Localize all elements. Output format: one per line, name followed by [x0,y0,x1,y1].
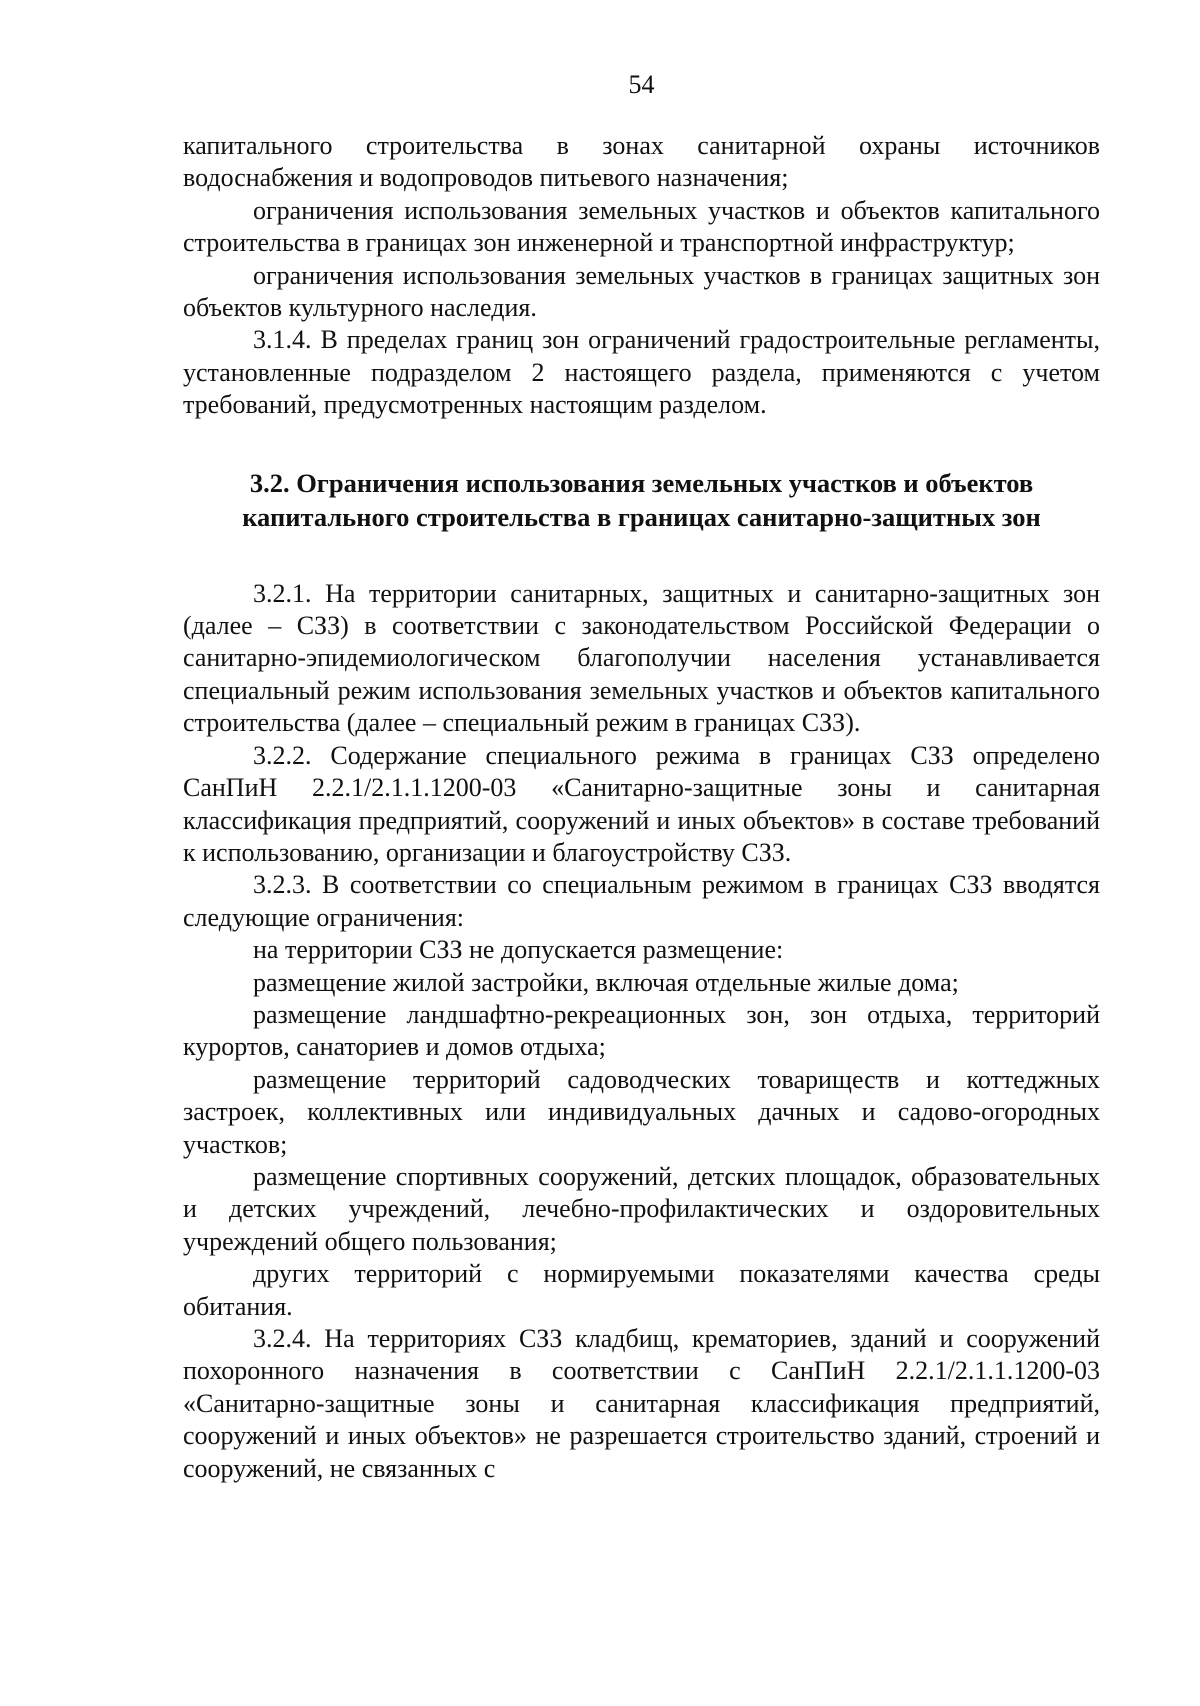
paragraph-engineering-restrictions: ограничения использования земельных участков и объектов капитального строительства в границах зон инженерной и транспортной инфраструктур; [183,195,1100,258]
list-item-sports-education: размещение спортивных сооружений, детских площадок, образовательных и детских учреждений, лечебно-профилактических и оздоровительных учреждений общего пользования; [183,1161,1100,1256]
paragraph-3-2-3: 3.2.3. В соответствии со специальным режимом в границах СЗЗ вводятся следующие ограничения: [183,870,1100,932]
paragraphs-top [183,130,1100,422]
list-item-other-territories: других территорий с нормируемыми показателями качества среды обитания. [183,1259,1100,1321]
paragraph-3-2-2: 3.2.2. Содержание специального режима в границах СЗЗ определено СанПиН 2.2.1/2.1.1.1200-03 «Санитарно-защитные зоны и санитарная классификация предприятий, сооружений и иных объектов» в составе требований к использованию, организации и благоустройству СЗЗ. [183,740,1100,867]
paragraph-continuation: капитального строительства в зонах санитарной охраны источников водоснабжения и водопроводов питьевого назначения; [183,131,1100,193]
paragraph-3-1-4: 3.1.4. В пределах границ зон ограничений градостроительные регламенты, установленные подразделом 2 настоящего раздела, применяются с учетом требований, предусмотренных настоящим разделом. [183,325,1100,420]
paragraph-3-2-1: 3.2.1. На территории санитарных, защитных и санитарно-защитных зон (далее – СЗЗ) в соответствии с законодательством Российской Федерации о санитарно-эпидемиологическом благополучии населения устанавливается специальный режим использования земельных участков и объектов капитального строительства (далее – специальный режим в границах СЗЗ). [183,578,1100,738]
list-item-intro: на территории СЗЗ не допускается размещение: [253,935,784,965]
document-page [183,70,1100,1485]
section-heading-line-1: 3.2. Ограничения использования земельных участков и объектов [249,467,1034,498]
list-item-recreation: размещение ландшафтно-рекреационных зон, зон отдыха, территорий курортов, санаториев и домов отдыха; [183,999,1100,1062]
paragraph-heritage-restrictions: ограничения использования земельных участков в границах защитных зон объектов культурного наследия. [183,260,1100,323]
list-item-gardening: размещение территорий садоводческих товариществ и коттеджных застроек, коллективных или индивидуальных дачных и садово-огородных участков; [183,1064,1100,1159]
section-heading-3-2 [183,466,1100,534]
list-item-housing: размещение жилой застройки, включая отдельные жилые дома; [253,967,959,997]
section-heading-line-2: капитального строительства в границах санитарно-защитных зон [242,501,1041,532]
page-number: 54 [628,70,655,99]
paragraphs-bottom [183,578,1100,1485]
paragraph-3-2-4: 3.2.4. На территориях СЗЗ кладбищ, крематориев, зданий и сооружений похоронного назначения в соответствии с СанПиН 2.2.1/2.1.1.1200-03 «Санитарно-защитные зоны и санитарная классификация предприятий, сооружений и иных объектов» не разрешается строительство зданий, строений и сооружений, не связанных с [183,1324,1100,1483]
